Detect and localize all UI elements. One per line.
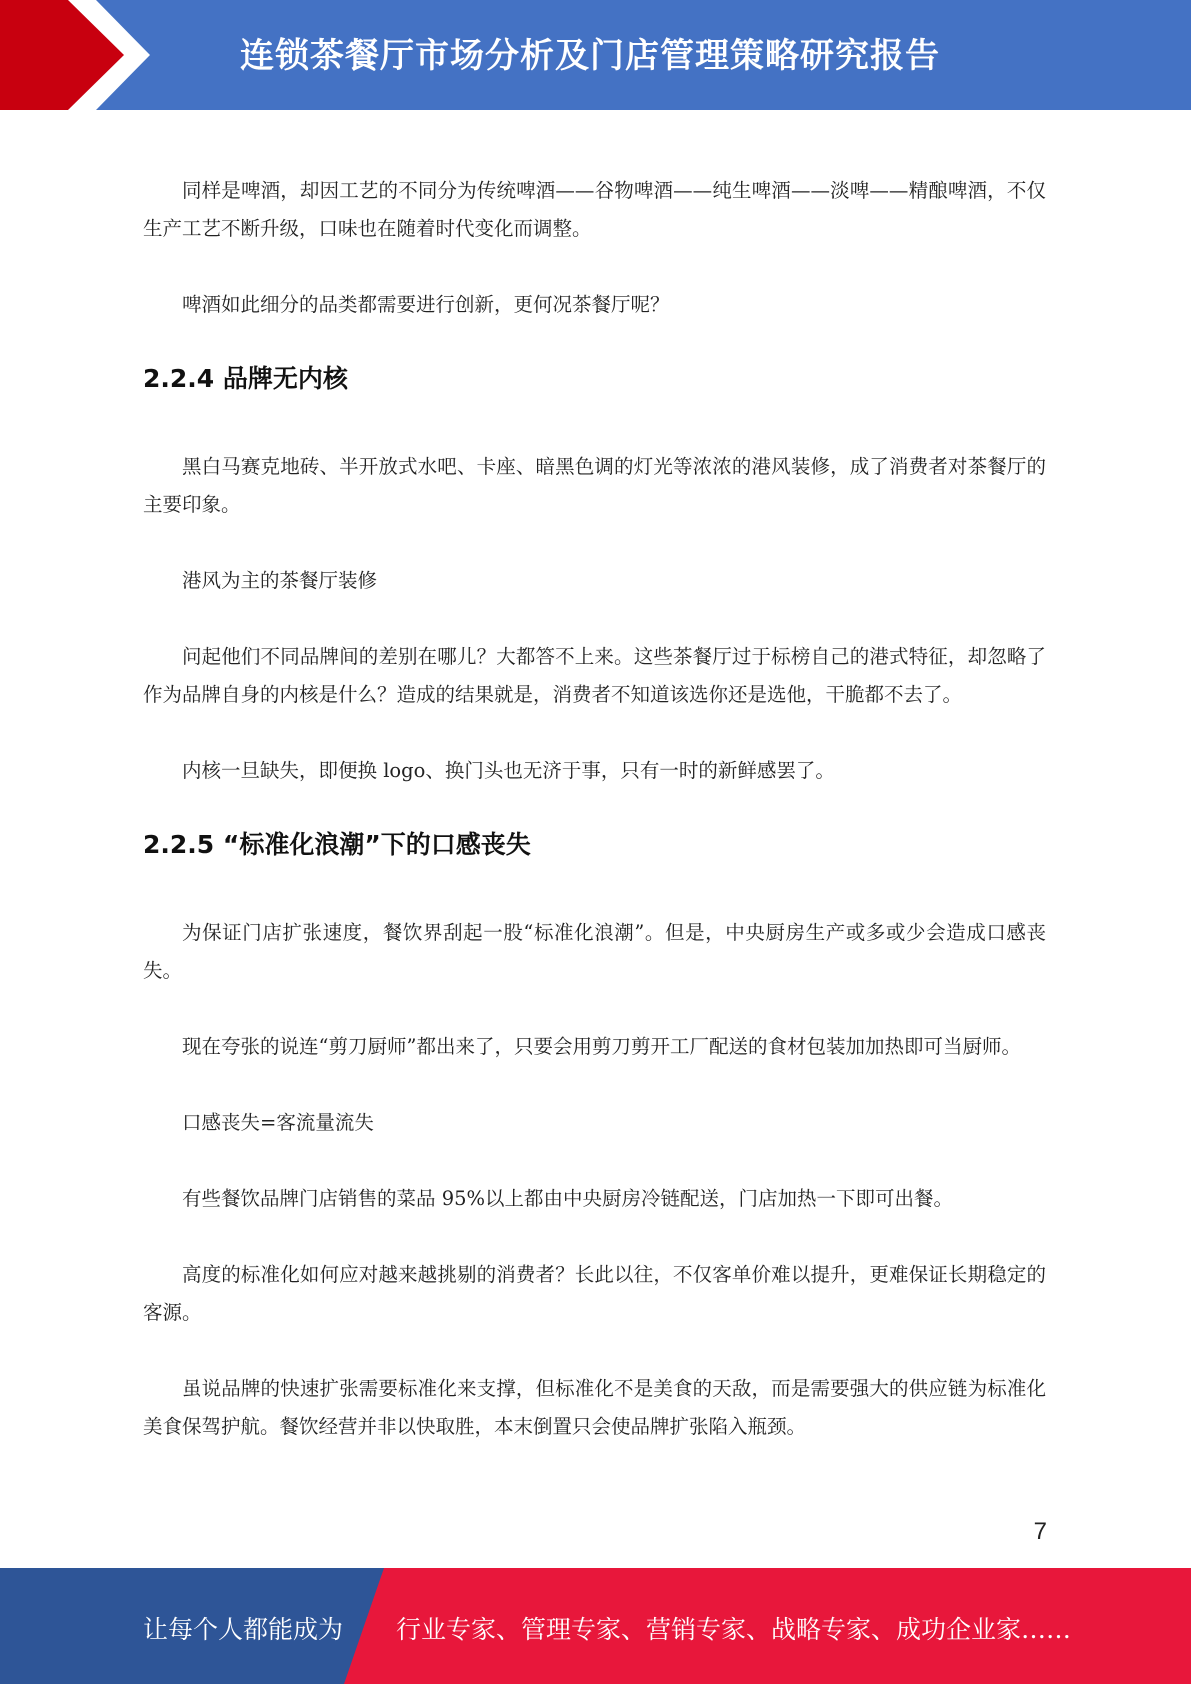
paragraph: 虽说品牌的快速扩张需要标准化来支撑，但标准化不是美食的天敌，而是需要强大的供应链为标准化美食保驾护航。餐饮经营并非以快取胜，本末倒置只会使品牌扩张陷入瓶颈。 — [143, 1377, 1046, 1438]
document-body — [143, 172, 1046, 1484]
paragraph: 有些餐饮品牌门店销售的菜品 95%以上都由中央厨房冷链配送，门店加热一下即可出餐。 — [182, 1187, 954, 1210]
report-title: 连锁茶餐厅市场分析及门店管理策略研究报告 — [240, 36, 940, 76]
page-number: 7 — [1033, 1518, 1047, 1545]
paragraph: 黑白马赛克地砖、半开放式水吧、卡座、暗黑色调的灯光等浓浓的港风装修，成了消费者对茶餐厅的主要印象。 — [143, 455, 1046, 516]
paragraph: 啤酒如此细分的品类都需要进行创新，更何况茶餐厅呢？ — [182, 293, 670, 316]
paragraph: 内核一旦缺失，即便换 logo、换门头也无济于事，只有一时的新鲜感罢了。 — [182, 759, 835, 782]
footer-slogan-right: 行业专家、管理专家、营销专家、战略专家、成功企业家…… — [396, 1615, 1072, 1644]
section-heading-2-2-4: 2.2.4 品牌无内核 — [143, 364, 348, 393]
page-footer — [0, 1568, 1191, 1684]
footer-slogan-left: 让每个人都能成为 — [143, 1615, 344, 1644]
section-heading-2-2-5: 2.2.5 “标准化浪潮”下的口感丧失 — [143, 830, 531, 859]
paragraph: 现在夸张的说连“剪刀厨师”都出来了，只要会用剪刀剪开工厂配送的食材包装加加热即可当厨师。 — [182, 1035, 1021, 1058]
paragraph: 为保证门店扩张速度，餐饮界刮起一股“标准化浪潮”。但是，中央厨房生产或多或少会造成口感丧失。 — [143, 921, 1046, 982]
image-caption: 口感丧失=客流量流失 — [182, 1111, 374, 1134]
paragraph: 问起他们不同品牌间的差别在哪儿？大都答不上来。这些茶餐厅过于标榜自己的港式特征，却忽略了作为品牌自身的内核是什么？造成的结果就是，消费者不知道该选你还是选他，干脆都不去了。 — [143, 645, 1046, 706]
paragraph: 高度的标准化如何应对越来越挑剔的消费者？长此以往，不仅客单价难以提升，更难保证长期稳定的客源。 — [143, 1263, 1046, 1324]
page-header — [0, 0, 1191, 110]
paragraph: 同样是啤酒，却因工艺的不同分为传统啤酒——谷物啤酒——纯生啤酒——淡啤——精酿啤酒，不仅生产工艺不断升级，口味也在随着时代变化而调整。 — [143, 179, 1046, 240]
image-caption: 港风为主的茶餐厅装修 — [182, 569, 378, 592]
